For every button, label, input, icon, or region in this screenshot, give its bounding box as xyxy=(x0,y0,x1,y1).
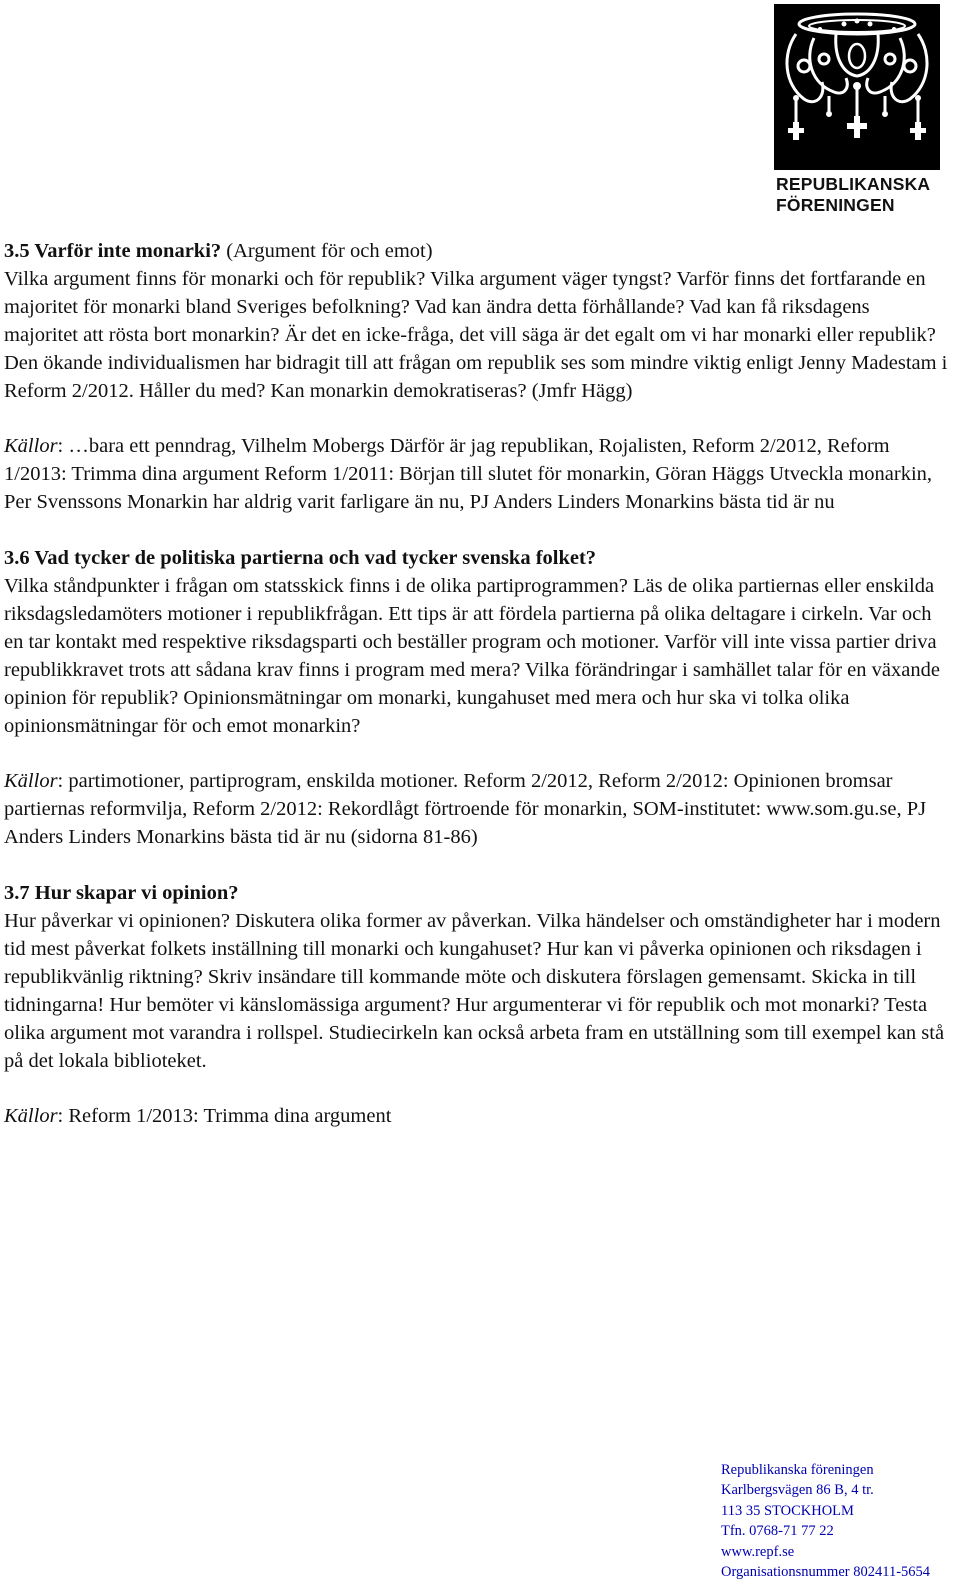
footer-web[interactable]: www.repf.se xyxy=(721,1543,795,1560)
section-3-5-heading-bold: 3.5 Varför inte monarki? xyxy=(4,240,222,262)
sources-label: Källor xyxy=(4,435,58,457)
footer-org: Republikanska föreningen xyxy=(721,1462,874,1478)
footer-address xyxy=(721,1460,930,1582)
section-3-5-body: Vilka argument finns för monarki och för republik? Vilka argument väger tyngst? Varför finns det fortfarande en majoritet för monarki bland Sveriges befolkning? Vad kan ändra detta förhållande? Vad kan få riksdagens majoritet att rösta bort monarkin? Är det en icke-fråga, det vill säga är det egalt om vi har monarki eller republik? Den ökande individualismen har bidragit till att frågan om republik ses som mindre viktig enligt Jenny Madestam i Reform 2/2012. Håller du med? Kan monarkin demokratiseras? (Jmfr Hägg) xyxy=(4,268,948,402)
logo xyxy=(774,4,940,216)
section-3-7-sources xyxy=(4,1102,948,1130)
document-body xyxy=(4,237,948,1130)
section-3-6-heading: 3.6 Vad tycker de politiska partierna och vad tycker svenska folket? xyxy=(4,547,597,569)
crown-emblem xyxy=(774,4,940,170)
footer-street: Karlbergsvägen 86 B, 4 tr. xyxy=(721,1482,874,1499)
section-3-7-heading: 3.7 Hur skapar vi opinion? xyxy=(4,882,239,904)
sources-text: : partimotioner, partiprogram, enskilda motioner. Reform 2/2012, Reform 2/2012: Opinionen bromsar partiernas reformvilja, Reform 2/2012: Rekordlågt förtroende för monarkin, SOM-institutet: www.som.gu.se, PJ Anders Linders Monarkins bästa tid är nu (sidorna 81-86) xyxy=(4,770,927,848)
footer-city: 113 35 STOCKHOLM xyxy=(721,1502,854,1519)
section-3-5-heading-rest: (Argument för och emot) xyxy=(221,240,433,262)
sources-label: Källor xyxy=(4,770,58,792)
footer-orgnr: Organisationsnummer 802411-5654 xyxy=(721,1564,931,1581)
logo-wordmark xyxy=(776,174,930,216)
footer-phone: Tfn. 0768-71 77 22 xyxy=(721,1523,834,1540)
logo-line-2: FÖRENINGEN xyxy=(776,195,895,215)
sources-text: : …bara ett penndrag, Vilhelm Mobergs Därför är jag republikan, Rojalisten, Reform 2/2012, Reform 1/2013: Trimma dina argument Reform 1/2011: Början till slutet för monarkin, Göran Häggs Utveckla monarkin, Per Svenssons Monarkin har aldrig varit farligare än nu, PJ Anders Linders Monarkins bästa tid är nu xyxy=(4,435,933,513)
section-3-5-heading xyxy=(4,237,948,265)
section-3-6-sources xyxy=(4,767,948,851)
sources-label: Källor xyxy=(4,1105,58,1127)
section-3-5-sources xyxy=(4,432,948,516)
crown-icon xyxy=(774,4,940,170)
section-3-6-body: Vilka ståndpunkter i frågan om statsskick finns i de olika partiprogrammen? Läs de olika partiernas eller enskilda riksdagsledamöters motioner i republikfrågan. Ett tips är att fördela partierna på olika deltagare i cirkeln. Var och en tar kontakt med respektive riksdagsparti och beställer program och motioner. Varför vill inte vissa partier driva republikkravet trots att sådana krav finns i program med mera? Vilka förändringar i samhället talar för en växande opinion för republik? Opinionsmätningar om monarki, kungahuset med mera och hur ska vi tolka olika opinionsmätningar för och emot monarkin? xyxy=(4,575,940,737)
sources-text: : Reform 1/2013: Trimma dina argument xyxy=(57,1105,392,1127)
logo-line-1: REPUBLIKANSKA xyxy=(776,174,931,194)
section-3-7-body: Hur påverkar vi opinionen? Diskutera olika former av påverkan. Vilka händelser och omständigheter har i modern tid mest påverkat folkets inställning till monarki och kungahuset? Hur kan vi påverka opinionen och riksdagen i republikvänlig riktning? Skriv insändare till kommande möte och diskutera förslagen gemensamt. Skicka in till tidningarna! Hur bemöter vi känslomässiga argument? Hur argumenterar vi för republik och mot monarki? Testa olika argument mot varandra i rollspel. Studiecirkeln kan också arbeta fram en utställning som till exempel kan stå på det lokala biblioteket. xyxy=(4,910,945,1072)
